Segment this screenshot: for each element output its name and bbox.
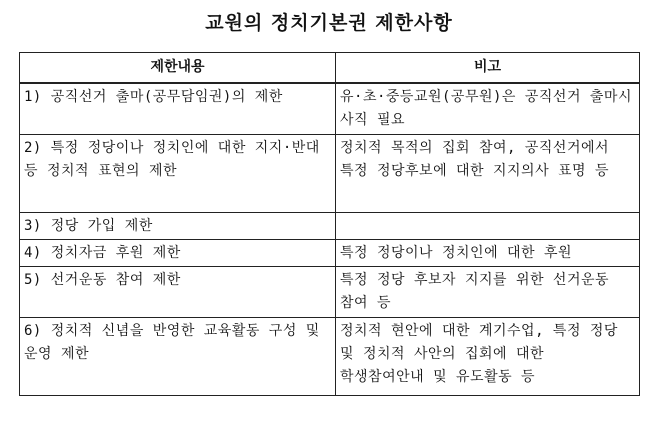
table-row [20, 266, 640, 317]
header-remarks: 비고 [336, 53, 640, 84]
table-row [20, 239, 640, 266]
restriction-content-cell: 2) 특정 정당이나 정치인에 대한 지지·반대 등 정치적 표현의 제한 [20, 134, 336, 212]
remarks-cell: 특정 정당 후보자 지지를 위한 선거운동 참여 등 [336, 266, 640, 317]
restriction-content-cell: 3) 정당 가입 제한 [20, 212, 336, 239]
restriction-content-cell: 1) 공직선거 출마(공무담임권)의 제한 [20, 83, 336, 134]
table-row [20, 83, 640, 134]
restriction-content-cell: 4) 정치자금 후원 제한 [20, 239, 336, 266]
remarks-cell [336, 212, 640, 239]
header-restriction-content: 제한내용 [20, 53, 336, 84]
table-row [20, 317, 640, 395]
remarks-cell: 정치적 현안에 대한 계기수업, 특정 정당 및 정치적 사안의 집회에 대한 학생참여안내 및 유도활동 등 [336, 317, 640, 395]
table-row [20, 134, 640, 212]
table-row [20, 212, 640, 239]
remarks-cell: 정치적 목적의 집회 참여, 공직선거에서 특정 정당후보에 대한 지지의사 표명 등 [336, 134, 640, 212]
table-header-row [20, 53, 640, 84]
remarks-cell: 유·초·중등교원(공무원)은 공직선거 출마시 사직 필요 [336, 83, 640, 134]
restriction-content-cell: 5) 선거운동 참여 제한 [20, 266, 336, 317]
restriction-content-cell: 6) 정치적 신념을 반영한 교육활동 구성 및 운영 제한 [20, 317, 336, 395]
page-title: 교원의 정치기본권 제한사항 [205, 12, 453, 34]
remarks-cell: 특정 정당이나 정치인에 대한 후원 [336, 239, 640, 266]
restrictions-table [19, 52, 640, 396]
